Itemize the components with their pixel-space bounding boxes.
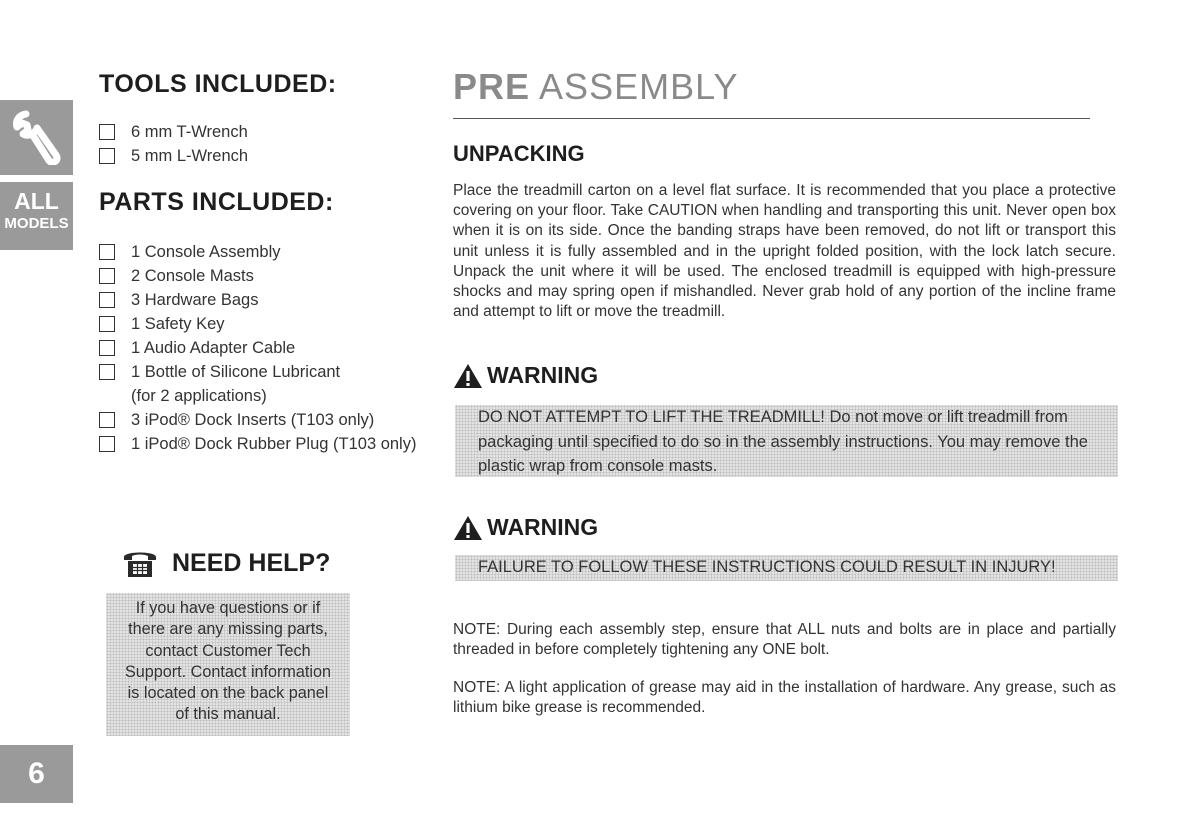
tools-heading: TOOLS INCLUDED: <box>99 70 337 98</box>
list-item <box>99 288 416 312</box>
wrench-icon <box>12 110 62 165</box>
checkbox[interactable] <box>99 340 115 356</box>
item-label: 1 Audio Adapter Cable <box>131 339 296 357</box>
checkbox[interactable] <box>99 268 115 284</box>
checkbox[interactable] <box>99 244 115 260</box>
page-title-light: ASSEMBLY <box>530 66 739 107</box>
item-label: (for 2 applications) <box>131 387 267 405</box>
warning-triangle-icon <box>453 515 483 541</box>
item-label: 3 Hardware Bags <box>131 291 259 309</box>
list-item <box>99 408 416 432</box>
warning-label: WARNING <box>487 514 599 540</box>
list-item <box>99 144 248 168</box>
warning-box-2: FAILURE TO FOLLOW THESE INSTRUCTIONS COULD RESULT IN INJURY! <box>455 555 1118 581</box>
item-label: 1 Console Assembly <box>131 243 281 261</box>
warning-triangle-icon <box>453 363 483 389</box>
help-line: there are any missing parts, <box>128 620 328 639</box>
title-divider <box>453 118 1090 119</box>
list-item <box>99 336 416 360</box>
list-item <box>99 120 248 144</box>
list-item <box>99 360 416 384</box>
help-line: contact Customer Tech <box>145 641 311 660</box>
checkbox[interactable] <box>99 124 115 140</box>
help-line: Support. Contact information <box>124 662 332 681</box>
need-help-box <box>106 593 350 736</box>
unpacking-text: Place the treadmill carton on a level flat surface. It is recommended that you place a protective covering on your floor. Take CAUTION when handling and transporting this unit. Never open box when it is on its side. Once the banding straps have been removed, do not lift or transport this unit unless it is fully assembled and in the upright folded position, with the lock latch secure. Unpack the unit where it will be used. The enclosed treadmill is equipped with high-pressure shocks and may spring open if mishandled. Never grab hold of any portion of the incline frame and attempt to lift or move the treadmill. <box>453 182 1116 321</box>
tools-list <box>99 120 248 168</box>
warning-heading-1 <box>453 362 598 389</box>
checkbox[interactable] <box>99 364 115 380</box>
help-line: If you have questions or if <box>135 599 321 617</box>
all-models-tab <box>0 182 73 250</box>
unpacking-heading: UNPACKING <box>453 141 585 166</box>
page-title-bold: PRE <box>453 66 531 107</box>
checkbox[interactable] <box>99 148 115 164</box>
parts-heading: PARTS INCLUDED: <box>99 188 334 216</box>
checkbox[interactable] <box>99 412 115 428</box>
all-models-line2: MODELS <box>4 215 69 232</box>
help-line: of this manual. <box>175 705 281 724</box>
list-item <box>99 240 416 264</box>
list-item <box>99 312 416 336</box>
note-1: NOTE: During each assembly step, ensure that ALL nuts and bolts are in place and partially threaded in before completely tightening any ONE bolt. <box>453 621 1116 659</box>
item-label: 1 Safety Key <box>131 315 225 333</box>
note-2: NOTE: A light application of grease may aid in the installation of hardware. Any grease, such as lithium bike grease is recommended. <box>453 679 1116 717</box>
warning-box-1: DO NOT ATTEMPT TO LIFT THE TREADMILL! Do not move or lift treadmill from packaging until specified to do so in the assembly instructions. You may remove the plastic wrap from console masts. <box>455 405 1118 477</box>
parts-list <box>99 240 416 456</box>
need-help-heading <box>122 548 330 578</box>
checkbox[interactable] <box>99 436 115 452</box>
list-item <box>99 432 416 456</box>
item-label: 2 Console Masts <box>131 267 254 285</box>
item-label: 1 iPod® Dock Rubber Plug (T103 only) <box>131 435 417 453</box>
page-number: 6 <box>0 745 73 803</box>
warning-label: WARNING <box>487 362 599 388</box>
item-label: 5 mm L-Wrench <box>131 147 249 165</box>
warning-heading-2 <box>453 514 598 541</box>
list-item <box>99 264 416 288</box>
need-help-label: NEED HELP? <box>172 548 331 577</box>
item-label: 6 mm T-Wrench <box>131 123 248 141</box>
item-label: 3 iPod® Dock Inserts (T103 only) <box>131 411 375 429</box>
list-item-continuation <box>99 384 416 408</box>
help-line: is located on the back panel <box>127 684 329 703</box>
item-label: 1 Bottle of Silicone Lubricant <box>131 363 341 381</box>
checkbox[interactable] <box>99 292 115 308</box>
telephone-icon <box>122 548 158 578</box>
checkbox[interactable] <box>99 316 115 332</box>
page-title <box>453 66 738 108</box>
tools-tab <box>0 100 73 175</box>
all-models-line1: ALL <box>14 188 59 214</box>
